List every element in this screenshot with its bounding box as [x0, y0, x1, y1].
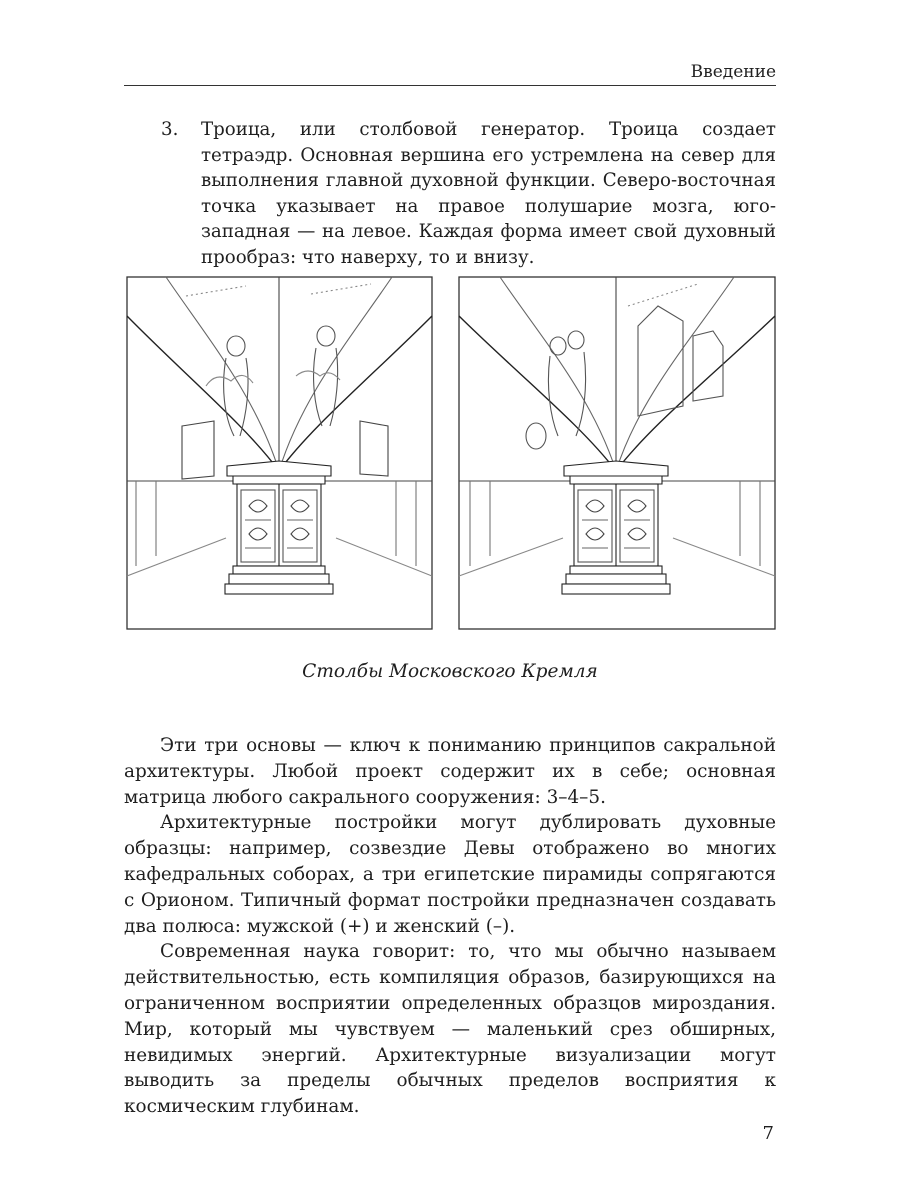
pillar-drawings — [126, 276, 776, 632]
body-text — [124, 733, 776, 1120]
running-title: Введение — [690, 62, 776, 82]
header-rule — [124, 85, 776, 86]
list-item-text: Троица, или столбовой генератор. Троица создает тетраэдр. Основная вершина его устремлена на север для выполнения главной духовной функции. Северо-восточная точка указывает на правое полушарие мозга, юго-западная — на левое. Каждая форма имеет свой духовный прообраз: что наверху, то и внизу. — [201, 119, 776, 268]
list-number: 3. — [161, 119, 179, 140]
paragraph: Современная наука говорит: то, что мы обычно называем действительностью, есть компиляция образов, базирующихся на ограниченном восприятии определенных образцов мироздания. Мир, который мы чувствуем — маленький срез обширных, невидимых энергий. Архитектурные визуализации могут выводить за пределы обычных пределов восприятия к космическим глубинам. — [124, 941, 776, 1118]
right-drawing — [459, 277, 775, 629]
figure-caption: Столбы Московского Кремля — [302, 661, 598, 682]
paragraph: Архитектурные постройки могут дублировать духовные образцы: например, созвездие Девы отображено во многих кафедральных соборах, а три египетские пирамиды сопрягаются с Орионом. Типичный формат постройки предназначен создавать два полюса: мужской (+) и женский (–). — [124, 812, 776, 937]
figure-kremlin-pillars — [126, 276, 776, 632]
page-number: 7 — [762, 1123, 774, 1144]
numbered-list-item — [161, 117, 776, 270]
paragraph: Эти три основы — ключ к пониманию принципов сакральной архитектуры. Любой проект содержит их в себе; основная матрица любого сакрального сооружения: 3–4–5. — [124, 735, 776, 808]
left-drawing — [127, 277, 432, 629]
